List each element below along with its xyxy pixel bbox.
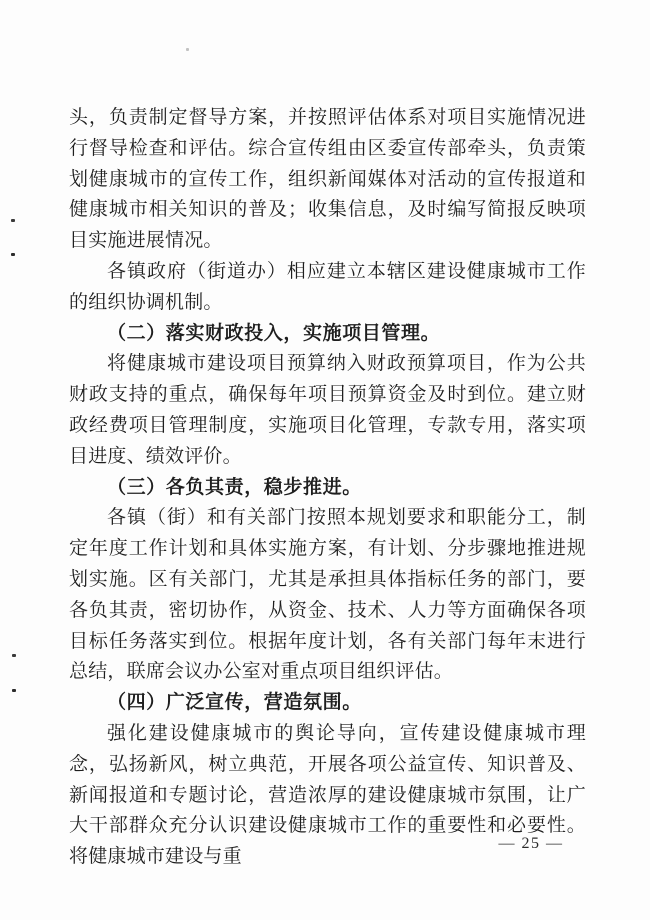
- body-paragraph: 各镇政府（街道办）相应建立本辖区建设健康城市工作的组织协调机制。: [69, 260, 586, 313]
- scan-speck: [11, 219, 15, 222]
- body-paragraph: 强化建设健康城市的舆论导向，宣传建设健康城市理念，弘扬新风，树立典范，开展各项公益宣传、知识普及、新闻报道和专题讨论，营造浓厚的建设健康城市氛围，让广大干部群众充分认识建设健康城市工作的重要性和必要性。将健康城市建设与重: [69, 722, 586, 868]
- section-heading-3: （三）各负其责，稳步推进。: [107, 476, 362, 498]
- body-paragraph: 各镇（街）和有关部门按照本规划要求和职能分工，制定年度工作计划和具体实施方案，有计划、分步骤地推进规划实施。区有关部门，尤其是承担具体指标任务的部门，要各负其责，密切协作，从资金、技术、人力等方面确保各项目标任务落实到位。根据年度计划，各有关部门每年末进行总结，联席会议办公室对重点项目组织评估。: [69, 507, 586, 683]
- scan-speck: [12, 654, 16, 657]
- document-body: [69, 103, 586, 873]
- scan-speck: [11, 253, 15, 256]
- scan-speck: [12, 689, 16, 692]
- section-heading-4: （四）广泛宣传，营造氛围。: [107, 692, 362, 714]
- page-number: — 25 —: [498, 835, 564, 852]
- scan-speck: [186, 48, 189, 51]
- body-paragraph: 将健康城市建设项目预算纳入财政预算项目，作为公共财政支持的重点，确保每年项目预算资金及时到位。建立财政经费项目管理制度，实施项目化管理，专款专用，落实项目进度、绩效评价。: [69, 353, 586, 467]
- body-paragraph-continuation: 头，负责制定督导方案，并按照评估体系对项目实施情况进行督导检查和评估。综合宣传组由区委宣传部牵头，负责策划健康城市的宣传工作，组织新闻媒体对活动的宣传报道和健康城市相关知识的普及；收集信息，及时编写简报反映项目实施进展情况。: [69, 107, 586, 252]
- section-heading-2: （二）落实财政投入，实施项目管理。: [107, 322, 441, 344]
